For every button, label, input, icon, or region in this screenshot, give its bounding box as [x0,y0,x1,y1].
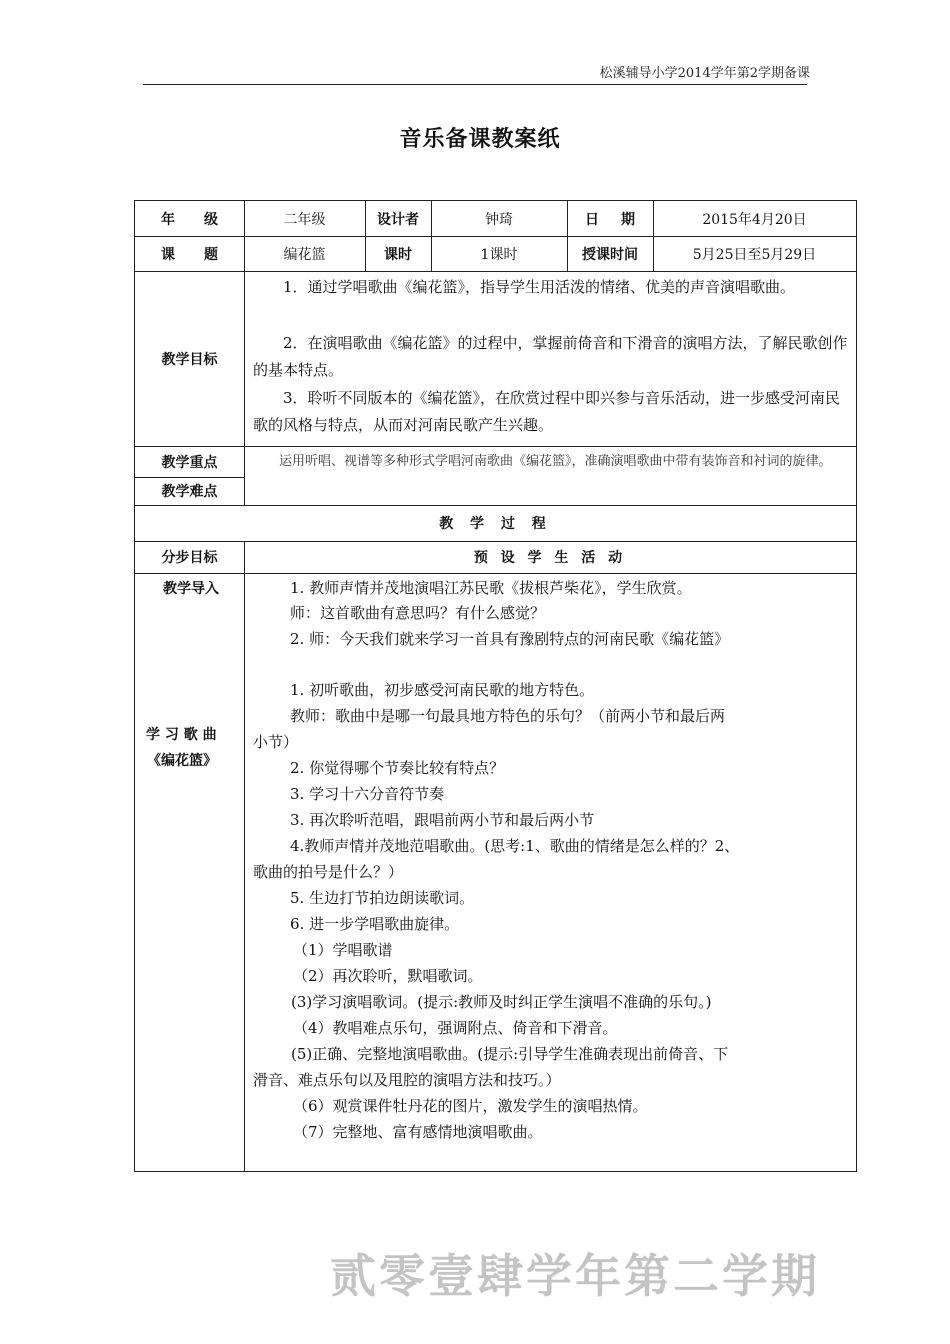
goals-label: 教学目标 [161,351,218,368]
header-divider [143,84,807,85]
activity-line: 小节） [253,733,299,751]
hours-value: 1课时 [480,246,518,263]
col-divider [244,271,245,505]
activity-line: 师：这首歌曲有意思吗？有什么感觉？ [290,604,546,622]
date-label-part: 日 [585,211,599,228]
activity-line: （1）学唱歌谱 [293,941,393,959]
teach-time-value: 5月25日至5月29日 [692,246,817,263]
activity-line: 1. 初听歌曲，初步感受河南民歌的地方特色。 [290,681,595,699]
activity-line: 3. 再次聆听范唱，跟唱前两小节和最后两小节 [290,811,595,829]
goal-item: 2．在演唱歌曲《编花篮》的过程中，掌握前倚音和下滑音的演唱方法，了解民歌创作的基本特点。 [253,334,848,379]
learn-step-song: 《编花篮》 [147,753,217,769]
designer-label: 设计者 [377,211,419,228]
activity-line: (5)正确、完整地演唱歌曲。(提示:引导学生准确表现出前倚音、下 [291,1045,729,1063]
topic-label-part: 题 [204,246,218,263]
process-heading: 教 学 过 程 [439,516,552,532]
topic-value: 编花篮 [283,246,326,263]
activity-line: 5. 生边打节拍边朗读歌词。 [290,889,475,907]
activity-line: 3. 学习十六分音符节奏 [290,785,445,803]
topic-label [135,236,244,271]
activity-line: (3)学习演唱歌词。(提示:教师及时纠正学生演唱不准确的乐句。) [291,993,712,1011]
designer-value: 钟琦 [485,211,513,228]
activity-line: 2. 师：今天我们就来学习一首具有豫剧特点的河南民歌《编花篮》 [290,630,730,648]
lesson-plan-table [134,200,857,1172]
intro-step-label: 教学导入 [163,581,219,597]
date-value: 2015年4月20日 [702,211,807,228]
key-point-label: 教学重点 [161,454,218,471]
activity-line: （6）观赏课件牡丹花的图片，激发学生的演唱热情。 [293,1097,648,1115]
hours-label: 课时 [384,246,412,263]
activity-line: （2）再次聆听，默唱歌词。 [293,967,483,985]
activity-line: 教师：歌曲中是哪一句最具地方特色的乐句？（前两小节和最后两 [290,707,726,725]
header-school-term: 松溪辅导小学2014学年第2学期备课 [599,66,810,81]
activity-line: 4.教师声情并茂地范唱歌曲。(思考:1、歌曲的情绪是怎么样的？2、 [290,837,740,855]
teach-time-label: 授课时间 [582,246,638,263]
watermark: 贰零壹肆学年第二学期 [330,1249,820,1303]
grade-label-part: 年 [161,211,175,228]
page-title: 音乐备课教案纸 [399,126,561,152]
col-divider [244,541,245,1171]
date-label-part: 期 [621,211,635,228]
activity-line: 滑音、难点乐句以及甩腔的演唱方法和技巧。） [253,1071,561,1089]
activity-line: 2. 你觉得哪个节奏比较有特点？ [290,759,505,777]
activity-line: 1. 教师声情并茂地演唱江苏民歌《拔根芦柴花》，学生欣赏。 [290,579,692,597]
grade-label-part: 级 [204,211,218,228]
learn-step-label: 学 习 歌 曲 [146,727,217,743]
activity-line: 6. 进一步学唱歌曲旋律。 [290,915,460,933]
activity-line: （7）完整地、富有感情地演唱歌曲。 [293,1123,543,1141]
grade-value: 二年级 [283,211,326,228]
focus-text: 运用听唱、视谱等多种形式学唱河南歌曲《编花篮》，准确演唱歌曲中带有装饰音和衬词的旋律。 [279,454,832,469]
step-column-header: 分步目标 [161,550,218,566]
grade-label [135,201,244,236]
difficulty-label: 教学难点 [161,484,218,500]
activity-column-header: 预 设 学 生 活 动 [473,550,627,566]
activity-line: 歌曲的拍号是什么？） [253,863,404,881]
goal-item: 1．通过学唱歌曲《编花篮》，指导学生用活泼的情绪、优美的声音演唱歌曲。 [283,278,796,296]
topic-label-part: 课 [161,246,175,263]
date-label [567,201,653,236]
goal-item: 3．聆听不同版本的《编花篮》，在欣赏过程中即兴参与音乐活动，进一步感受河南民歌的风格与特点，从而对河南民歌产生兴趣。 [253,389,841,434]
activity-line: （4）教唱难点乐句，强调附点、倚音和下滑音。 [293,1019,618,1037]
